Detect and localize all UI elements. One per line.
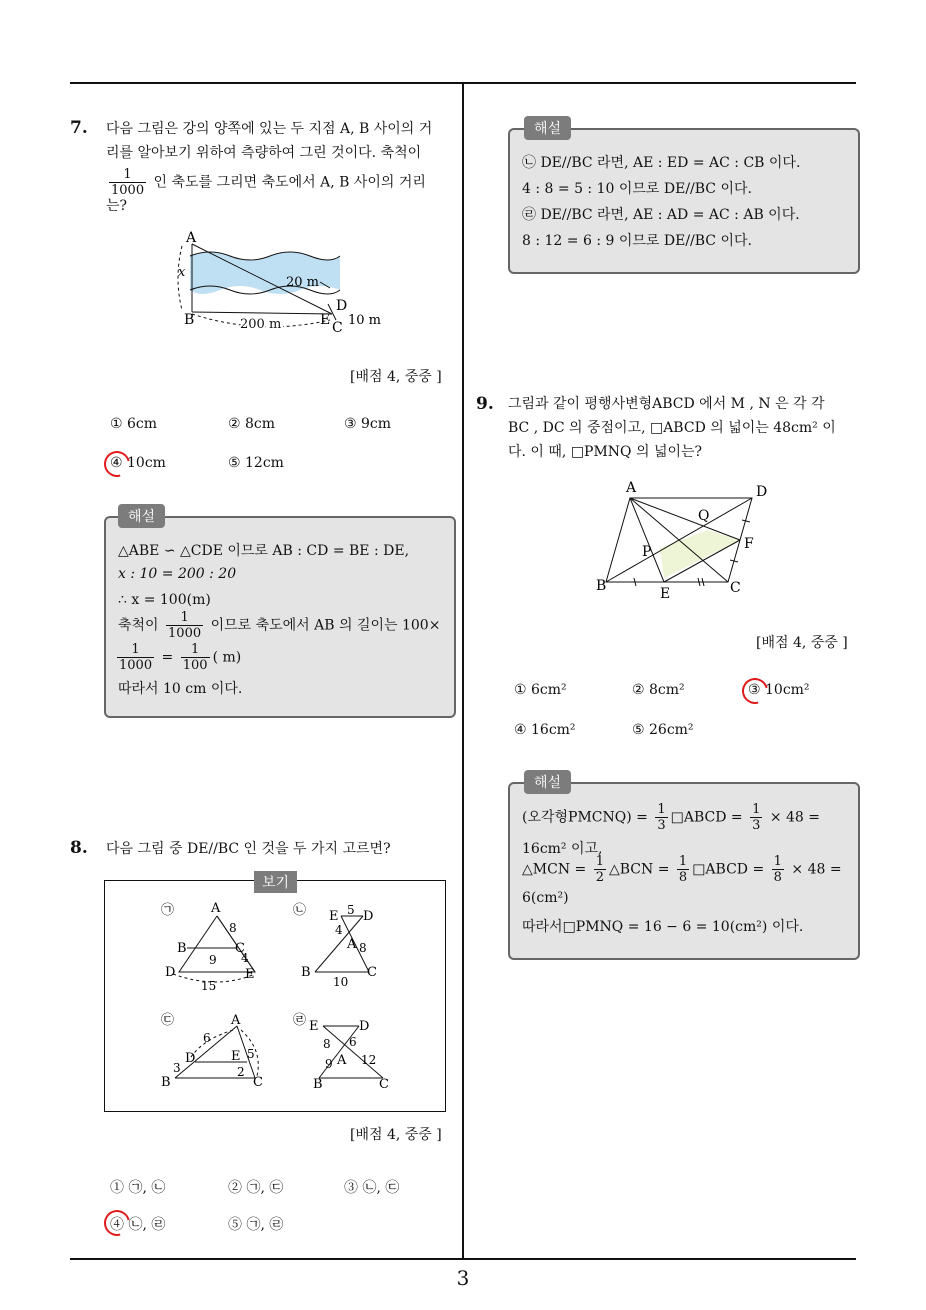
figure-label: 9	[209, 953, 217, 967]
q8-answer-circle	[99, 1205, 135, 1241]
figure-label: D	[185, 1051, 196, 1066]
figure-label: C	[730, 580, 741, 596]
q9-score: [배점 4, 중중 ]	[756, 635, 848, 651]
q8-option-3[interactable]: ③ ㉡, ㉢	[344, 1180, 400, 1196]
text-span: 1	[657, 802, 666, 817]
figure-label: C	[235, 941, 245, 956]
figure-label: 15	[201, 979, 217, 993]
q7-label-x: x	[178, 265, 186, 280]
q9-sol-line5: 따라서□PMNQ = 16 − 6 = 10(cm²) 이다.	[522, 919, 804, 935]
q8-number: 8.	[70, 838, 88, 858]
page-number: 3	[456, 1266, 470, 1290]
text-span: 8	[773, 870, 782, 885]
text-span: □ABCD =	[670, 809, 743, 826]
q7-label-E: E	[320, 312, 331, 328]
figure-label: E	[660, 586, 671, 602]
q8-score: [배점 4, 중중 ]	[350, 1127, 442, 1143]
figure-label: 10	[333, 975, 349, 989]
text-span: × 48 =	[769, 809, 820, 826]
q9-option-2[interactable]: ② 8cm²	[632, 682, 685, 698]
q8-sol-line2: 4 : 8 = 5 : 10 이므로 DE//BC 이다.	[522, 181, 752, 197]
text-span: 1	[773, 854, 782, 869]
text-span: =	[161, 649, 174, 666]
q7-sol-line3: ∴ x = 100(m)	[118, 592, 211, 608]
q7-label-D: D	[336, 298, 348, 314]
text-span: 2	[595, 870, 604, 885]
q9-option-3[interactable]: ③ 10cm²	[748, 682, 810, 698]
text-span: 1	[117, 642, 154, 658]
text-span: ( m)	[212, 649, 242, 666]
figure-label: 12	[361, 1053, 377, 1067]
figure-label: A	[211, 901, 221, 916]
figure-label: ㉡	[293, 903, 307, 918]
figure-label: D	[359, 1019, 370, 1034]
q7-label-20m: 20 m	[286, 275, 320, 290]
q7-question	[106, 117, 456, 214]
q7-label-A: A	[186, 230, 197, 246]
q7-sol-line1: △ABE ∽ △CDE 이므로 AB : CD = BE : DE,	[118, 543, 410, 559]
q8-solution-tag: 해설	[524, 116, 571, 140]
q9-line2: BC , DC 의 중점이고, □ABCD 의 넓이는 48cm² 이	[508, 420, 836, 436]
figure-label: C	[379, 1077, 389, 1092]
figure-label: Q	[698, 508, 710, 524]
figure-label: P	[642, 544, 652, 560]
figure-label: B	[313, 1077, 323, 1092]
q7-label-200m: 200 m	[240, 317, 282, 332]
figure-label: E	[309, 1019, 319, 1034]
figure-label: 5	[347, 903, 355, 917]
figure-label: B	[177, 941, 187, 956]
q7-label-C: C	[332, 320, 343, 336]
q9-answer-circle	[737, 673, 773, 709]
q7-score: [배점 4, 중중 ]	[350, 369, 442, 385]
figure-label: 4	[241, 951, 249, 965]
q8-sol-line1: ㉡ DE//BC 라면, AE : ED = AC : CB 이다.	[522, 155, 801, 171]
figure-label: C	[367, 965, 377, 980]
q7-number: 7.	[70, 118, 88, 138]
q7-line1: 다음 그림은 강의 양쪽에 있는 두 지점 A, B 사이의 거	[106, 121, 433, 137]
fraction	[750, 802, 762, 833]
figure-label: B	[161, 1075, 171, 1090]
figure-label: 8	[359, 941, 367, 955]
text-span: 3	[657, 818, 666, 833]
q9-option-4[interactable]: ④ 16cm²	[514, 722, 576, 738]
figure-label: A	[347, 937, 357, 952]
q9-line3: 다. 이 때, □PMNQ 의 넓이는?	[508, 444, 703, 460]
bottom-rule	[70, 1258, 856, 1260]
figure-label: D	[363, 909, 374, 924]
figure-stroke	[630, 498, 740, 540]
q9-question	[508, 392, 858, 464]
text-span: 3	[752, 818, 761, 833]
figure-label: F	[744, 536, 754, 552]
text-span: 1	[752, 802, 761, 817]
fraction	[117, 642, 154, 673]
q9-solution-tag: 해설	[524, 770, 571, 794]
figure-label: E	[231, 1049, 241, 1064]
figure-label: B	[596, 578, 607, 594]
q7-option-2[interactable]: ② 8cm	[228, 416, 276, 432]
q8-figures	[105, 890, 443, 1108]
figure-label: A	[337, 1053, 347, 1068]
figure-label: A	[626, 480, 637, 496]
q7-sol-line6: 따라서 10 cm 이다.	[118, 681, 243, 697]
q7-line3: 인 축도를 그리면 축도에서 A, B 사이의 거리	[153, 174, 426, 191]
fraction	[594, 854, 606, 885]
column-divider	[462, 82, 464, 1260]
q8-sol-line3: ㉣ DE//BC 라면, AE : AD = AC : AB 이다.	[522, 207, 800, 223]
text-span: 8	[678, 870, 688, 885]
q8-sol-line4: 8 : 12 = 6 : 9 이므로 DE//BC 이다.	[522, 233, 752, 249]
figure-label: D	[756, 484, 768, 500]
figure-label: A	[231, 1013, 241, 1028]
text-span: 1000	[168, 626, 202, 641]
figure-stroke	[630, 498, 664, 582]
q9-option-1[interactable]: ① 6cm²	[514, 682, 567, 698]
text-span: △BCN =	[608, 861, 670, 878]
figure-label: 5	[247, 1047, 255, 1061]
q9-sol-line1	[522, 802, 820, 833]
figure-label: 8	[229, 921, 237, 935]
figure-label: ㉣	[293, 1013, 307, 1028]
figure-label: 6	[349, 1035, 357, 1049]
text-span: 1	[678, 854, 688, 869]
q7-scale-fraction	[109, 167, 146, 198]
q8-question: 다음 그림 중 DE//BC 인 것을 두 가지 고르면?	[106, 841, 391, 857]
figure-label: 6	[203, 1031, 211, 1045]
figure-label: ㉠	[161, 903, 175, 918]
q9-sol-line3	[522, 854, 842, 885]
figure-label: C	[253, 1075, 263, 1090]
q9-sol-line2: 16cm² 이고,	[522, 841, 603, 857]
figure-label: 4	[335, 923, 343, 937]
text-span: 100	[182, 658, 208, 673]
figure-label: ㉢	[161, 1013, 175, 1028]
q8-option-1[interactable]: ① ㉠, ㉡	[110, 1180, 166, 1196]
figure-label: B	[301, 965, 311, 980]
text-span: 축척이	[118, 617, 159, 634]
q7-solution-tag: 해설	[118, 504, 165, 528]
figure-label: E	[329, 909, 339, 924]
q9-parallelogram-figure	[590, 478, 780, 602]
figure-label: 2	[237, 1065, 245, 1079]
q7-label-B: B	[184, 312, 195, 328]
text-span: 1000	[111, 183, 145, 198]
text-span: 1	[181, 642, 210, 658]
q8-solution-box	[508, 128, 860, 274]
q7-river-figure	[170, 228, 390, 338]
figure-label: E	[245, 967, 255, 982]
figure-label: 3	[173, 1061, 181, 1075]
q7-sol-line4	[118, 610, 440, 641]
text-span: × 48 =	[791, 861, 842, 878]
fraction	[655, 802, 667, 833]
q8-option-5[interactable]: ⑤ ㉠, ㉣	[228, 1217, 284, 1233]
q8-bogi-tag: 보기	[254, 871, 297, 893]
text-span: 1	[166, 610, 203, 626]
text-span: △MCN =	[522, 861, 587, 878]
text-span: 1	[109, 167, 146, 183]
text-span: 1000	[119, 658, 153, 673]
figure-label: D	[165, 965, 176, 980]
figure-stroke	[660, 530, 740, 578]
q8-option-4[interactable]: ④ ㉡, ㉣	[110, 1217, 166, 1233]
figure-label: 9	[325, 1057, 333, 1071]
figure-stroke	[192, 312, 332, 314]
q7-sol-line5	[114, 642, 241, 673]
q7-line2: 리를 알아보기 위하여 측량하여 그린 것이다. 축척이	[106, 145, 422, 161]
fraction	[166, 610, 203, 641]
q7-option-4[interactable]: ④ 10cm	[110, 455, 166, 471]
q7-sol-line2: x : 10 = 200 : 20	[118, 566, 237, 582]
q7-answer-circle	[99, 446, 135, 482]
q9-number: 9.	[476, 394, 494, 414]
q9-option-5[interactable]: ⑤ 26cm²	[632, 722, 694, 738]
q7-label-10m: 10 m	[348, 313, 382, 328]
fraction	[772, 854, 784, 885]
text-span: 1	[595, 854, 604, 869]
figure-label: 8	[323, 1037, 331, 1051]
q7-line4: 는?	[106, 198, 128, 214]
text-span: 이므로 축도에서 AB 의 길이는 100×	[210, 617, 441, 634]
text-span: □ABCD =	[692, 861, 765, 878]
q7-option-1[interactable]: ① 6cm	[110, 416, 158, 432]
q9-line1: 그림과 같이 평행사변형ABCD 에서 M , N 은 각 각	[508, 396, 825, 412]
q7-option-3[interactable]: ③ 9cm	[344, 416, 392, 432]
q7-option-5[interactable]: ⑤ 12cm	[228, 455, 284, 471]
q9-sol-line4: 6(cm²)	[522, 890, 569, 906]
fraction	[181, 642, 210, 673]
text-span: (오각형PMCNQ) =	[522, 809, 648, 826]
fraction	[677, 854, 689, 885]
q8-option-2[interactable]: ② ㉠, ㉢	[228, 1180, 284, 1196]
